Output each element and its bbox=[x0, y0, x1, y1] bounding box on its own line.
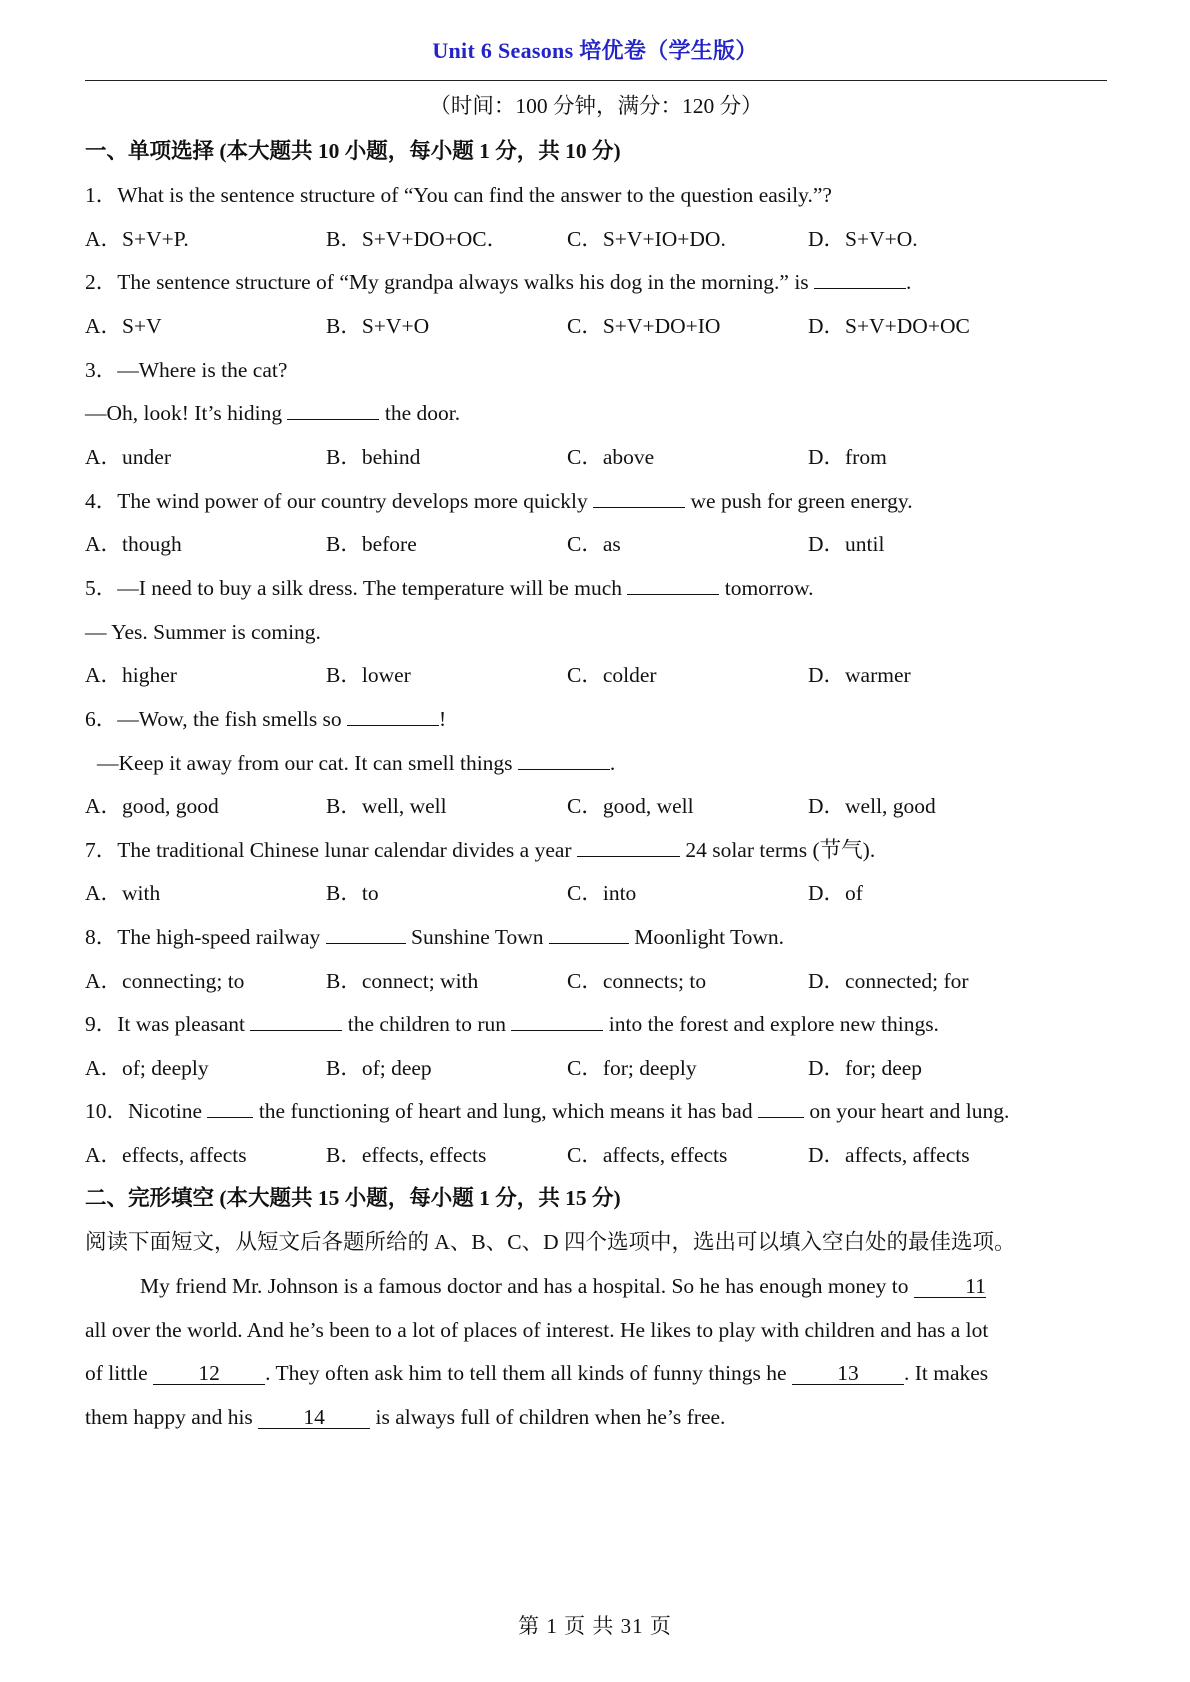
question-stem-end: we push for green energy. bbox=[690, 489, 913, 513]
option-c[interactable]: C．into bbox=[567, 881, 637, 905]
question-3 bbox=[85, 356, 1110, 384]
answer-blank[interactable] bbox=[250, 1010, 342, 1031]
question-7 bbox=[85, 836, 1110, 864]
answer-blank[interactable] bbox=[207, 1097, 253, 1118]
question-stem-end: . bbox=[906, 270, 912, 294]
question-stem: —Where is the cat? bbox=[117, 358, 288, 382]
option-b[interactable]: B．effects, effects bbox=[326, 1143, 487, 1167]
question-stem: Nicotine bbox=[128, 1099, 203, 1123]
question-stem: The high-speed railway bbox=[117, 925, 321, 949]
option-a[interactable]: A．connecting; to bbox=[85, 969, 245, 993]
question-number: 3． bbox=[85, 358, 118, 382]
question-1 bbox=[85, 181, 1110, 209]
question-6-options bbox=[85, 792, 1110, 820]
option-c[interactable]: C．S+V+IO+DO. bbox=[567, 227, 726, 251]
cloze-blank-11[interactable]: 11 bbox=[914, 1275, 986, 1298]
option-d[interactable]: D．S+V+DO+OC bbox=[808, 314, 970, 338]
option-a[interactable]: A．with bbox=[85, 881, 161, 905]
question-2-options bbox=[85, 312, 1110, 340]
passage-text: is always full of children when he’s free. bbox=[375, 1405, 726, 1429]
question-1-options bbox=[85, 225, 1110, 253]
question-stem: The sentence structure of “My grandpa always walks his dog in the morning.” is bbox=[117, 270, 809, 294]
option-a[interactable]: A．higher bbox=[85, 663, 177, 687]
question-2 bbox=[85, 268, 1110, 296]
question-10 bbox=[85, 1097, 1110, 1125]
question-stem-end: tomorrow. bbox=[724, 576, 814, 600]
option-d[interactable]: D．for; deep bbox=[808, 1056, 923, 1080]
cloze-blank-13[interactable]: 13 bbox=[792, 1362, 904, 1385]
passage-text: . It makes bbox=[903, 1361, 989, 1385]
option-b[interactable]: B．connect; with bbox=[326, 969, 479, 993]
option-a[interactable]: A．S+V+P. bbox=[85, 227, 189, 251]
option-a[interactable]: A．though bbox=[85, 532, 182, 556]
question-stem: The traditional Chinese lunar calendar divides a year bbox=[117, 838, 572, 862]
option-c[interactable]: C．connects; to bbox=[567, 969, 707, 993]
option-b[interactable]: B．S+V+DO+OC． bbox=[326, 227, 509, 251]
option-a[interactable]: A．effects, affects bbox=[85, 1143, 247, 1167]
option-d[interactable]: D．connected; for bbox=[808, 969, 969, 993]
reply-text: —Oh, look! It’s hiding bbox=[85, 401, 283, 425]
question-4 bbox=[85, 487, 1110, 515]
option-a[interactable]: A．under bbox=[85, 445, 171, 469]
question-stem-end: ! bbox=[439, 707, 447, 731]
answer-blank[interactable] bbox=[518, 749, 610, 770]
reply-text-end: . bbox=[609, 751, 616, 775]
passage-text: of little bbox=[85, 1361, 148, 1385]
question-stem-mid: Sunshine Town bbox=[411, 925, 544, 949]
option-d[interactable]: D．well, good bbox=[808, 794, 936, 818]
option-c[interactable]: C．for; deeply bbox=[567, 1056, 697, 1080]
question-stem-mid: the children to run bbox=[347, 1012, 506, 1036]
question-stem: —I need to buy a silk dress. The temperature will be much bbox=[117, 576, 622, 600]
option-c[interactable]: C．affects, effects bbox=[567, 1143, 728, 1167]
question-5-options bbox=[85, 661, 1110, 689]
question-9-options bbox=[85, 1054, 1110, 1082]
question-number: 8． bbox=[85, 925, 118, 949]
passage-line-2: all over the world. And he’s been to a lot of places of interest. He likes to play with children and has a lot bbox=[85, 1318, 989, 1342]
question-8-options bbox=[85, 967, 1110, 995]
option-b[interactable]: B．lower bbox=[326, 663, 411, 687]
question-6-reply bbox=[97, 749, 1122, 777]
answer-blank[interactable] bbox=[511, 1010, 603, 1031]
option-a[interactable]: A．S+V bbox=[85, 314, 162, 338]
question-8 bbox=[85, 923, 1110, 951]
page-number: 第 1 页 共 31 页 bbox=[518, 1614, 672, 1638]
section2-heading: 二、完形填空 (本大题共 15 小题，每小题 1 分，共 15 分) bbox=[85, 1186, 621, 1210]
question-4-options bbox=[85, 530, 1110, 558]
question-number: 5． bbox=[85, 576, 118, 600]
question-stem-end: Moonlight Town. bbox=[634, 925, 785, 949]
option-d[interactable]: D．from bbox=[808, 445, 887, 469]
answer-blank[interactable] bbox=[326, 923, 406, 944]
answer-blank[interactable] bbox=[627, 574, 719, 595]
reply-text-end: the door. bbox=[384, 401, 461, 425]
cloze-blank-12[interactable]: 12 bbox=[153, 1362, 265, 1385]
document-title: Unit 6 Seasons 培优卷（学生版） bbox=[432, 38, 758, 63]
passage-text: . They often ask him to tell them all kinds of funny things he bbox=[265, 1361, 787, 1385]
question-stem-end: 24 solar terms (节气). bbox=[685, 838, 876, 862]
passage-line-1 bbox=[85, 1272, 1110, 1300]
reply-text: —Keep it away from our cat. It can smell things bbox=[97, 751, 513, 775]
option-a[interactable]: A．good, good bbox=[85, 794, 219, 818]
answer-blank[interactable] bbox=[287, 399, 379, 420]
answer-blank[interactable] bbox=[549, 923, 629, 944]
answer-blank[interactable] bbox=[347, 705, 439, 726]
question-5-reply bbox=[85, 618, 1110, 646]
question-number: 4． bbox=[85, 489, 118, 513]
option-a[interactable]: A．of; deeply bbox=[85, 1056, 209, 1080]
question-10-options bbox=[85, 1141, 1110, 1169]
option-d[interactable]: D．of bbox=[808, 881, 863, 905]
option-c[interactable]: C．as bbox=[567, 532, 621, 556]
question-number: 7． bbox=[85, 838, 118, 862]
option-b[interactable]: B．S+V+O bbox=[326, 314, 430, 338]
passage-text: them happy and his bbox=[85, 1405, 253, 1429]
question-stem: The wind power of our country develops more quickly bbox=[117, 489, 588, 513]
option-d[interactable]: D．affects, affects bbox=[808, 1143, 970, 1167]
question-number: 2． bbox=[85, 270, 118, 294]
option-b[interactable]: B．to bbox=[326, 881, 379, 905]
option-c[interactable]: C．above bbox=[567, 445, 655, 469]
question-stem: It was pleasant bbox=[117, 1012, 246, 1036]
option-b[interactable]: B．well, well bbox=[326, 794, 447, 818]
answer-blank[interactable] bbox=[577, 836, 680, 857]
option-c[interactable]: C．colder bbox=[567, 663, 657, 687]
question-stem-end: on your heart and lung. bbox=[809, 1099, 1010, 1123]
option-b[interactable]: B．of; deep bbox=[326, 1056, 432, 1080]
question-5 bbox=[85, 574, 1110, 602]
answer-blank[interactable] bbox=[814, 268, 906, 289]
passage-text: My friend Mr. Johnson is a famous doctor and has a hospital. So he has enough money to bbox=[140, 1274, 909, 1298]
section1-heading: 一、单项选择 (本大题共 10 小题，每小题 1 分，共 10 分) bbox=[85, 139, 621, 163]
passage-line-3 bbox=[85, 1359, 1110, 1387]
question-9 bbox=[85, 1010, 1110, 1038]
option-b[interactable]: B．before bbox=[326, 532, 417, 556]
question-number: 9． bbox=[85, 1012, 118, 1036]
passage-line-4 bbox=[85, 1403, 1110, 1431]
option-b[interactable]: B．behind bbox=[326, 445, 421, 469]
question-number: 6． bbox=[85, 707, 118, 731]
question-6 bbox=[85, 705, 1110, 733]
question-stem: What is the sentence structure of “You can find the answer to the question easily.”? bbox=[117, 183, 832, 207]
option-c[interactable]: C．good, well bbox=[567, 794, 694, 818]
option-d[interactable]: D．warmer bbox=[808, 663, 911, 687]
option-c[interactable]: C．S+V+DO+IO bbox=[567, 314, 721, 338]
question-3-reply bbox=[85, 399, 1110, 427]
question-number: 1． bbox=[85, 183, 118, 207]
section2-instruction: 阅读下面短文，从短文后各题所给的 A、B、C、D 四个选项中，选出可以填入空白处的最佳选项。 bbox=[85, 1230, 1016, 1254]
question-stem-mid: the functioning of heart and lung, which means it has bad bbox=[258, 1099, 753, 1123]
answer-blank[interactable] bbox=[593, 487, 685, 508]
question-7-options bbox=[85, 879, 1110, 907]
cloze-blank-14[interactable]: 14 bbox=[258, 1406, 370, 1429]
question-stem-end: into the forest and explore new things. bbox=[608, 1012, 939, 1036]
option-d[interactable]: D．until bbox=[808, 532, 885, 556]
option-d[interactable]: D．S+V+O. bbox=[808, 227, 918, 251]
reply-text: — Yes. Summer is coming. bbox=[85, 620, 321, 644]
header-divider bbox=[85, 80, 1107, 81]
answer-blank[interactable] bbox=[758, 1097, 804, 1118]
question-number: 10． bbox=[85, 1099, 129, 1123]
exam-info: （时间：100 分钟，满分：120 分） bbox=[429, 94, 763, 118]
question-3-options bbox=[85, 443, 1110, 471]
question-stem: —Wow, the fish smells so bbox=[117, 707, 342, 731]
